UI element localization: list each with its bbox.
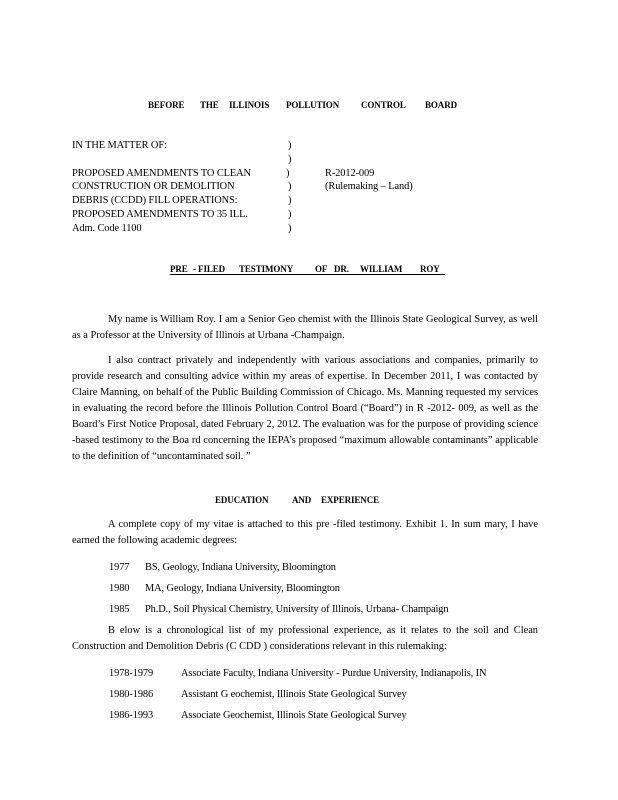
caption-line: Adm. Code 1100 [72,223,142,234]
testimony-title-word: ROY [420,264,440,274]
section-heading-word: AND [292,495,312,505]
degree-year: 1977 [109,562,130,573]
board-title-word: POLLUTION [286,100,340,110]
experience-years: 1980-1986 [109,689,154,700]
caption-paren: ) [288,195,292,206]
experience-text: Associate Faculty, Indiana University - Purdue University, Indianapolis, IN [181,668,487,679]
docket-number: R-2012-009 [325,168,375,179]
degree-text: Ph.D., Soil Physical Chemistry, University of Illinois, Urbana- Champaign [145,604,449,615]
testimony-title-word: OF [315,264,328,274]
caption-paren: ) [288,181,292,192]
caption-line: DEBRIS (CCDD) FILL OPERATIONS: [72,195,238,206]
board-title-word: BOARD [425,100,458,110]
board-title-word: BEFORE [148,100,185,110]
caption-line: IN THE MATTER OF: [72,140,167,151]
experience-years: 1986-1993 [109,710,154,721]
section-heading-word: EXPERIENCE [321,495,380,505]
experience-text: Associate Geochemist, Illinois State Geological Survey [181,710,407,721]
testimony-title-word: - FILED [193,264,226,274]
section-heading-word: EDUCATION [215,495,269,505]
experience-years: 1978-1979 [109,668,154,679]
testimony-title-word: DR. [334,264,349,274]
caption-paren: ) [288,154,292,165]
paragraph-education-intro [72,517,538,549]
caption-line: PROPOSED AMENDMENTS TO 35 ILL. [72,209,248,220]
degree-text: BS, Geology, Indiana University, Bloomington [145,562,336,573]
paragraph-text: I also contract privately and independently with various associations and companies, primarily to provide research and consulting advice within my areas of expertise. In December 2011, I was contacted by Claire Manning, on behalf of the Public Building Commission of Chicago. Ms. Manning requested my services in evaluating the record before the Illinois Pollution Control Board (“Board”) in R -2012- 009, as well as the Board’s First Notice Proposal, dated February 2, 2012. The evaluation was for the purpose of providing science -based testimony to the Boa rd concerning the IEPA’s proposed “maximum allowable contaminants” applicable to the definition of “uncontaminated soil. ” [72,355,538,462]
experience-text: Assistant G eochemist, Illinois State Geological Survey [181,689,407,700]
paragraph-text: B elow is a chronological list of my professional experience, as it relates to the soil and Clean Construction and Demolition Debris (C CDD ) considerations relevant in this rulemaking: [72,625,538,652]
caption-paren: ) [288,209,292,220]
docket-type: (Rulemaking – Land) [325,181,413,192]
degree-year: 1985 [109,604,130,615]
paragraph-text: My name is William Roy. I am a Senior Geo chemist with the Illinois State Geological Survey, as well as a Professor at the University of Illinois at Urbana -Champaign. [72,314,538,341]
paragraph-engagement [72,353,538,465]
caption-paren: ) [286,168,290,179]
board-title-word: THE [200,100,219,110]
testimony-title-word: PRE [170,264,188,274]
caption-line: CONSTRUCTION OR DEMOLITION [72,181,235,192]
degree-year: 1980 [109,583,130,594]
board-title-word: ILLINOIS [229,100,270,110]
caption-paren: ) [288,140,292,151]
paragraph-experience-intro [72,623,538,655]
degree-text: MA, Geology, Indiana University, Bloomington [145,583,340,594]
caption-paren: ) [288,223,292,234]
testimony-title-word: TESTIMONY [239,264,294,274]
paragraph-text: A complete copy of my vitae is attached to this pre -filed testimony. Exhibit 1. In sum mary, I have earned the following academic degrees: [72,519,538,546]
board-title-word: CONTROL [361,100,406,110]
testimony-title-word: WILLIAM [360,264,403,274]
caption-line: PROPOSED AMENDMENTS TO CLEAN [72,168,251,179]
paragraph-introduction [72,312,538,344]
